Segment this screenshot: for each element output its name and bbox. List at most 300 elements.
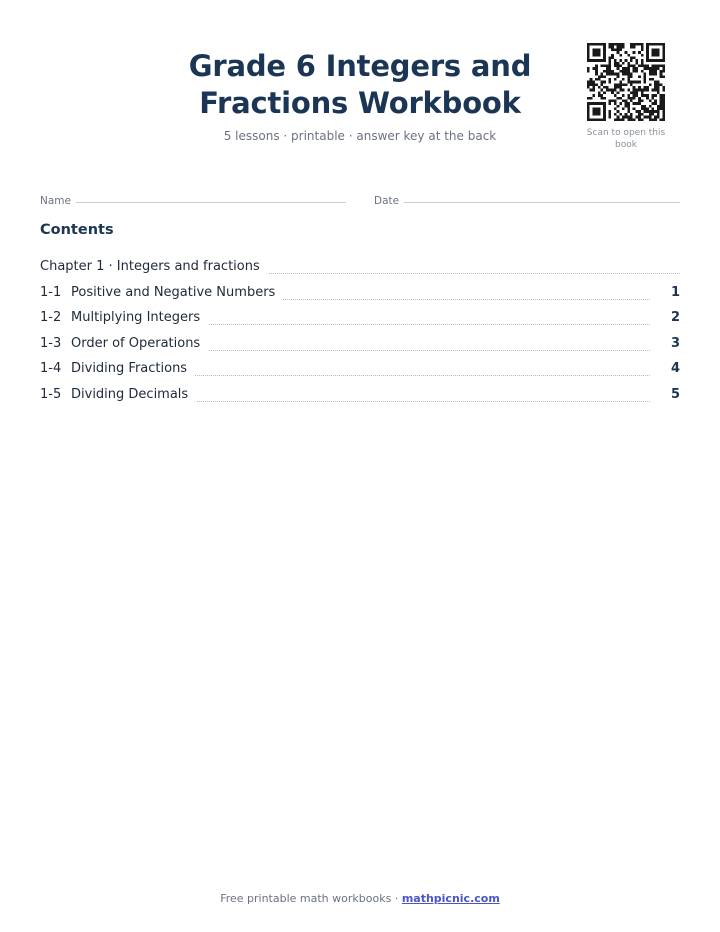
qr-module	[641, 89, 644, 92]
qr-module	[654, 65, 657, 68]
qr-module	[660, 99, 663, 102]
qr-module	[633, 102, 636, 105]
qr-module	[622, 78, 625, 81]
qr-module	[662, 105, 665, 108]
qr-module	[654, 89, 657, 92]
date-line	[404, 202, 680, 203]
qr-module	[622, 99, 625, 102]
qr-module	[603, 48, 606, 51]
qr-module	[657, 110, 660, 113]
qr-module	[649, 99, 652, 102]
qr-module	[609, 113, 612, 116]
qr-module	[641, 62, 644, 65]
qr-module	[662, 102, 665, 105]
qr-module	[603, 108, 606, 111]
qr-module	[643, 108, 646, 111]
qr-module	[587, 48, 590, 51]
qr-module	[635, 70, 638, 73]
qr-module	[638, 86, 641, 89]
qr-module	[614, 83, 617, 86]
qr-caption: Scan to open this book	[586, 128, 666, 150]
qr-module	[630, 43, 633, 46]
qr-module	[657, 89, 660, 92]
qr-module	[654, 118, 657, 121]
toc-item-page: 2	[670, 310, 680, 325]
qr-module	[625, 99, 628, 102]
qr-module	[646, 46, 649, 49]
qr-module	[611, 56, 614, 59]
qr-module	[635, 59, 638, 62]
footer	[0, 892, 720, 905]
qr-module	[633, 108, 636, 111]
qr-module	[630, 56, 633, 59]
qr-module	[600, 94, 603, 97]
qr-module	[587, 86, 590, 89]
qr-module	[619, 43, 622, 46]
qr-module	[646, 116, 649, 119]
qr-module	[654, 86, 657, 89]
qr-module	[657, 116, 660, 119]
qr-module	[657, 59, 660, 62]
qr-module	[662, 43, 665, 46]
qr-module	[662, 89, 665, 92]
qr-module	[611, 70, 614, 73]
qr-module	[609, 110, 612, 113]
qr-module	[625, 67, 628, 70]
qr-module	[611, 89, 614, 92]
qr-module	[590, 97, 593, 100]
footer-link[interactable]: mathpicnic.com	[401, 892, 500, 905]
qr-module	[638, 81, 641, 84]
qr-module	[638, 97, 641, 100]
qr-module	[630, 118, 633, 121]
qr-module	[649, 70, 652, 73]
qr-module	[633, 51, 636, 54]
qr-module	[590, 118, 593, 121]
qr-module	[662, 116, 665, 119]
qr-module	[638, 75, 641, 78]
qr-module	[633, 56, 636, 59]
qr-module	[662, 113, 665, 116]
qr-module	[606, 67, 609, 70]
name-line	[76, 202, 346, 203]
qr-module	[617, 51, 620, 54]
qr-module	[627, 81, 630, 84]
qr-module	[590, 89, 593, 92]
qr-module	[603, 65, 606, 68]
qr-module	[654, 116, 657, 119]
qr-module	[587, 46, 590, 49]
qr-module	[627, 70, 630, 73]
qr-module	[598, 118, 601, 121]
qr-module	[587, 102, 590, 105]
qr-module	[633, 97, 636, 100]
qr-module	[641, 91, 644, 94]
qr-module	[646, 43, 649, 46]
qr-module	[649, 105, 652, 108]
qr-module	[643, 75, 646, 78]
qr-module	[595, 70, 598, 73]
date-label: Date	[374, 195, 400, 207]
qr-module	[641, 48, 644, 51]
qr-module	[630, 65, 633, 68]
toc-item-number: 1-4	[40, 361, 62, 376]
qr-module	[622, 83, 625, 86]
qr-module	[627, 110, 630, 113]
qr-module	[641, 59, 644, 62]
qr-module	[649, 118, 652, 121]
qr-module	[630, 83, 633, 86]
qr-module	[627, 73, 630, 76]
qr-module	[619, 70, 622, 73]
qr-module	[603, 105, 606, 108]
qr-module	[587, 83, 590, 86]
qr-module	[614, 86, 617, 89]
qr-module	[622, 108, 625, 111]
footer-text: Free printable math workbooks ·	[220, 892, 402, 905]
qr-module	[633, 46, 636, 49]
qr-module	[587, 105, 590, 108]
qr-module	[635, 89, 638, 92]
qr-module	[592, 43, 595, 46]
qr-module	[609, 67, 612, 70]
qr-module	[614, 108, 617, 111]
qr-module	[598, 75, 601, 78]
qr-module	[633, 70, 636, 73]
qr-module	[595, 59, 598, 62]
qr-module	[625, 73, 628, 76]
qr-module	[635, 62, 638, 65]
qr-module	[587, 108, 590, 111]
qr-module	[652, 108, 655, 111]
qr-module	[635, 81, 638, 84]
qr-module	[657, 113, 660, 116]
qr-module	[619, 46, 622, 49]
qr-module	[657, 67, 660, 70]
qr-module	[606, 70, 609, 73]
qr-module	[625, 102, 628, 105]
qr-module	[638, 43, 641, 46]
qr-module	[617, 48, 620, 51]
qr-module	[633, 89, 636, 92]
qr-module	[654, 99, 657, 102]
qr-module	[592, 102, 595, 105]
qr-module	[587, 97, 590, 100]
qr-module	[587, 56, 590, 59]
toc-item-number: 1-3	[40, 336, 62, 351]
qr-module	[592, 89, 595, 92]
qr-module	[652, 113, 655, 116]
qr-module	[609, 99, 612, 102]
qr-module	[617, 73, 620, 76]
qr-module	[654, 81, 657, 84]
qr-module	[595, 73, 598, 76]
qr-module	[633, 67, 636, 70]
qr-module	[609, 73, 612, 76]
qr-code-icon[interactable]	[587, 43, 665, 121]
qr-module	[635, 43, 638, 46]
qr-module	[614, 113, 617, 116]
qr-module	[643, 81, 646, 84]
qr-module	[614, 118, 617, 121]
toc-item[interactable]	[40, 336, 680, 356]
qr-module	[630, 99, 633, 102]
qr-module	[654, 83, 657, 86]
qr-module	[646, 94, 649, 97]
qr-module	[595, 108, 598, 111]
qr-module	[614, 94, 617, 97]
qr-module	[609, 78, 612, 81]
qr-module	[627, 102, 630, 105]
qr-module	[643, 110, 646, 113]
qr-module	[660, 97, 663, 100]
qr-module	[643, 86, 646, 89]
qr-module	[625, 59, 628, 62]
qr-module	[611, 46, 614, 49]
qr-module	[622, 73, 625, 76]
qr-module	[614, 65, 617, 68]
qr-module	[649, 73, 652, 76]
qr-module	[614, 89, 617, 92]
qr-module	[662, 67, 665, 70]
qr-module	[633, 65, 636, 68]
qr-module	[627, 97, 630, 100]
qr-module	[649, 110, 652, 113]
qr-module	[614, 48, 617, 51]
qr-module	[660, 75, 663, 78]
qr-module	[649, 78, 652, 81]
qr-module	[657, 91, 660, 94]
qr-module	[641, 105, 644, 108]
qr-module	[600, 83, 603, 86]
qr-module	[587, 81, 590, 84]
qr-module	[635, 67, 638, 70]
qr-module	[603, 56, 606, 59]
qr-module	[635, 91, 638, 94]
qr-module	[646, 110, 649, 113]
qr-module	[614, 102, 617, 105]
qr-module	[603, 59, 606, 62]
qr-module	[617, 97, 620, 100]
toc-item-title: Dividing Fractions	[71, 361, 188, 376]
qr-module	[649, 116, 652, 119]
qr-module	[630, 46, 633, 49]
qr-module	[617, 110, 620, 113]
qr-module	[617, 46, 620, 49]
qr-module	[652, 54, 655, 57]
qr-module	[652, 97, 655, 100]
qr-module	[652, 70, 655, 73]
qr-module	[660, 105, 663, 108]
qr-module	[603, 43, 606, 46]
qr-module	[587, 59, 590, 62]
qr-module	[657, 65, 660, 68]
qr-module	[592, 94, 595, 97]
qr-module	[641, 43, 644, 46]
toc-item[interactable]	[40, 387, 680, 407]
qr-module	[611, 48, 614, 51]
qr-module	[617, 83, 620, 86]
qr-module	[603, 97, 606, 100]
qr-module	[633, 91, 636, 94]
qr-module	[627, 108, 630, 111]
qr-module	[614, 59, 617, 62]
qr-module	[660, 102, 663, 105]
qr-module	[627, 116, 630, 119]
qr-module	[592, 81, 595, 84]
qr-module	[625, 51, 628, 54]
qr-module	[657, 51, 660, 54]
toc-item-title: Multiplying Integers	[71, 310, 201, 325]
qr-module	[587, 54, 590, 57]
qr-module	[646, 97, 649, 100]
qr-module	[625, 105, 628, 108]
qr-module	[633, 118, 636, 121]
qr-module	[603, 116, 606, 119]
toc-item-number: 1-2	[40, 310, 62, 325]
qr-module	[619, 97, 622, 100]
toc-item[interactable]	[40, 285, 680, 305]
qr-module	[649, 59, 652, 62]
qr-module	[627, 75, 630, 78]
qr-module	[622, 89, 625, 92]
toc-item-number: 1-1	[40, 285, 62, 300]
qr-module	[603, 51, 606, 54]
toc-item[interactable]	[40, 310, 680, 330]
qr-module	[609, 56, 612, 59]
qr-module	[603, 86, 606, 89]
title-line-1: Grade 6 Integers and	[188, 49, 532, 83]
qr-module	[622, 118, 625, 121]
qr-module	[662, 70, 665, 73]
qr-module	[649, 67, 652, 70]
qr-module	[641, 113, 644, 116]
qr-module	[662, 54, 665, 57]
qr-module	[622, 67, 625, 70]
page-subtitle: 5 lessons · printable · answer key at the back	[223, 129, 497, 143]
qr-module	[662, 65, 665, 68]
qr-module	[622, 94, 625, 97]
qr-module	[660, 70, 663, 73]
qr-module	[611, 73, 614, 76]
qr-module	[633, 86, 636, 89]
qr-module	[622, 116, 625, 119]
qr-module	[609, 62, 612, 65]
qr-module	[595, 67, 598, 70]
qr-module	[617, 91, 620, 94]
qr-module	[598, 78, 601, 81]
qr-module	[635, 94, 638, 97]
qr-module	[638, 65, 641, 68]
qr-module	[630, 81, 633, 84]
qr-module	[627, 118, 630, 121]
qr-module	[649, 113, 652, 116]
qr-module	[611, 99, 614, 102]
qr-module	[635, 116, 638, 119]
qr-module	[600, 43, 603, 46]
qr-module	[662, 108, 665, 111]
qr-module	[646, 59, 649, 62]
qr-module	[600, 89, 603, 92]
qr-module	[587, 51, 590, 54]
qr-module	[646, 108, 649, 111]
qr-module	[630, 73, 633, 76]
qr-module	[630, 116, 633, 119]
qr-module	[662, 48, 665, 51]
qr-module	[622, 62, 625, 65]
qr-module	[619, 81, 622, 84]
qr-module	[646, 65, 649, 68]
qr-module	[595, 54, 598, 57]
qr-module	[638, 110, 641, 113]
qr-module	[592, 59, 595, 62]
qr-module	[595, 83, 598, 86]
qr-module	[600, 97, 603, 100]
qr-module	[617, 116, 620, 119]
qr-module	[625, 113, 628, 116]
qr-module	[654, 67, 657, 70]
qr-module	[592, 113, 595, 116]
qr-module	[587, 67, 590, 70]
qr-module	[662, 97, 665, 100]
qr-module	[652, 43, 655, 46]
qr-module	[627, 65, 630, 68]
qr-module	[643, 65, 646, 68]
toc-item[interactable]	[40, 361, 680, 381]
qr-module	[606, 65, 609, 68]
qr-module	[609, 43, 612, 46]
qr-module	[609, 70, 612, 73]
qr-module	[654, 59, 657, 62]
qr-module	[641, 70, 644, 73]
toc-item-title: Dividing Decimals	[71, 387, 189, 402]
qr-module	[603, 102, 606, 105]
qr-module	[630, 59, 633, 62]
qr-module	[600, 59, 603, 62]
qr-module	[627, 105, 630, 108]
qr-module	[592, 83, 595, 86]
qr-module	[609, 81, 612, 84]
qr-module	[598, 113, 601, 116]
name-label: Name	[40, 195, 71, 207]
qr-module	[590, 78, 593, 81]
qr-module	[617, 118, 620, 121]
qr-module	[622, 43, 625, 46]
qr-module	[598, 54, 601, 57]
toc-item-number: 1-5	[40, 387, 62, 402]
qr-module	[611, 91, 614, 94]
qr-module	[652, 89, 655, 92]
qr-module	[633, 94, 636, 97]
qr-module	[662, 110, 665, 113]
qr-module	[595, 65, 598, 68]
qr-module	[603, 70, 606, 73]
qr-module	[600, 102, 603, 105]
toc-item-page: 1	[670, 285, 680, 300]
qr-module	[587, 116, 590, 119]
qr-module	[627, 94, 630, 97]
qr-module	[643, 78, 646, 81]
qr-module	[603, 113, 606, 116]
qr-module	[654, 48, 657, 51]
qr-module	[595, 118, 598, 121]
qr-module	[638, 102, 641, 105]
qr-module	[662, 75, 665, 78]
qr-module	[606, 73, 609, 76]
qr-module	[603, 46, 606, 49]
qr-module	[657, 43, 660, 46]
qr-module	[627, 67, 630, 70]
